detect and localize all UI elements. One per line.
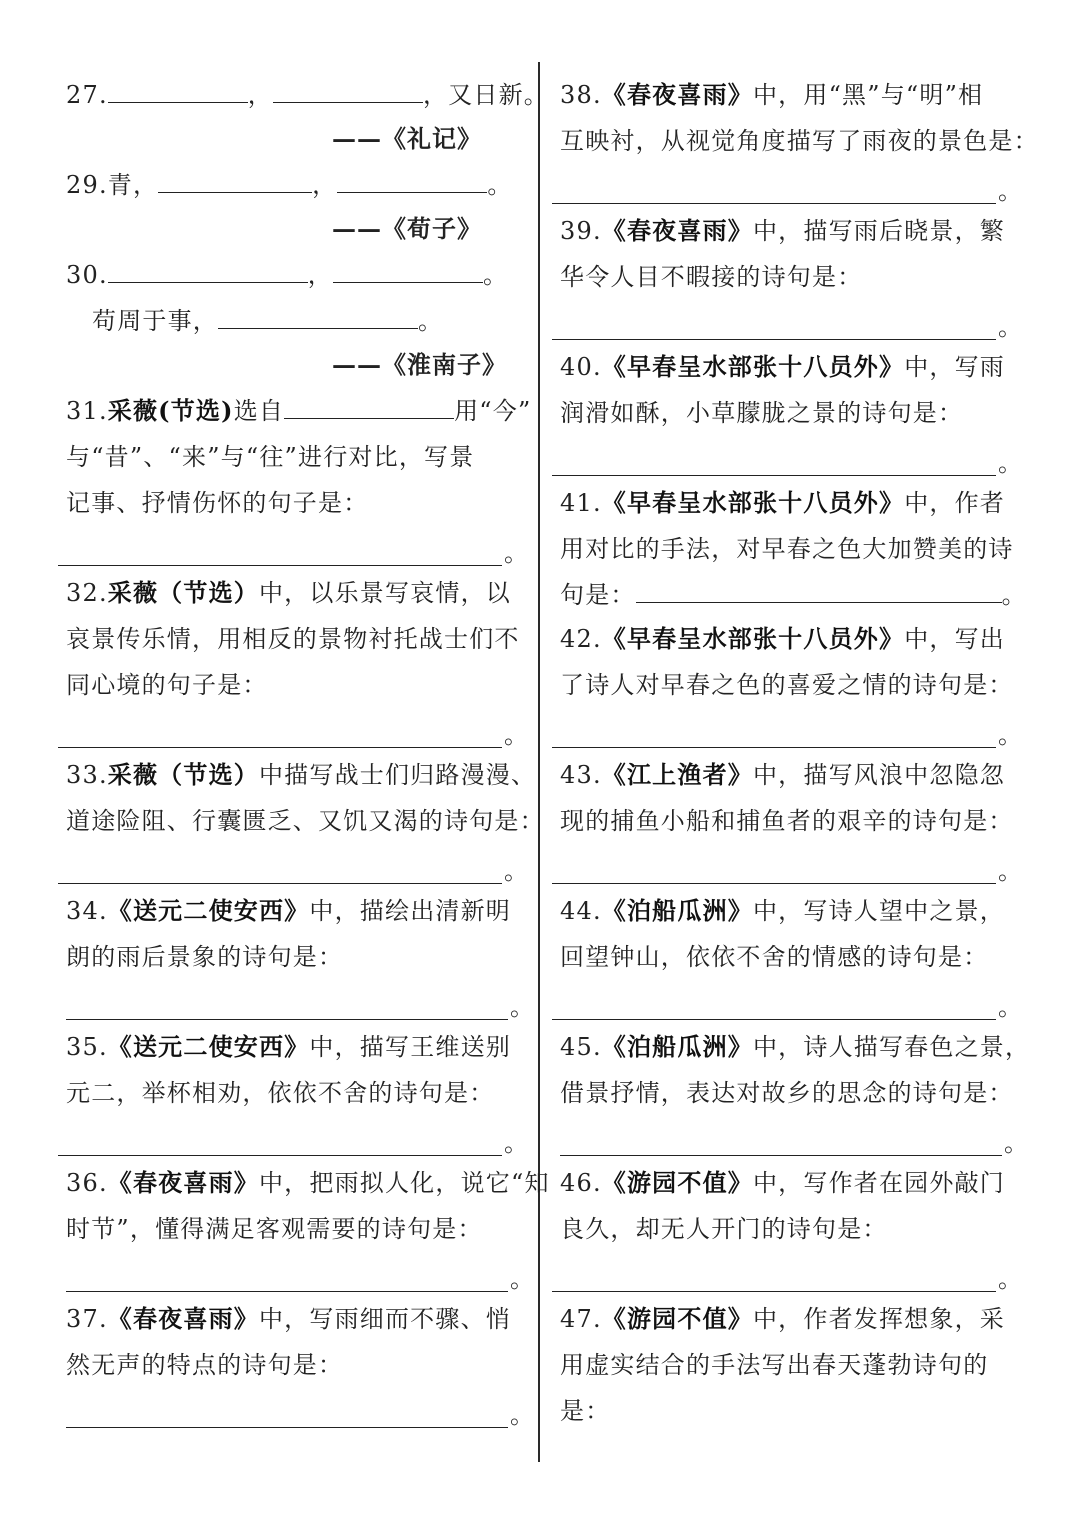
question-text-line: 回望钟山，依依不舍的情感的诗句是：	[560, 943, 989, 971]
poem-title: 《游园不值》	[601, 1168, 753, 1197]
question-36: 36.《春夜喜雨》中，把雨拟人化，说它“知	[66, 1168, 550, 1197]
question-number: 29.青，	[66, 171, 159, 199]
question-text-line: 时节”，懂得满足客观需要的诗句是：	[66, 1215, 483, 1243]
question-46: 46.《游园不值》中，写作者在园外敲门	[560, 1168, 1005, 1197]
answer-blank[interactable]	[58, 1155, 502, 1156]
question-number: 42.	[560, 625, 602, 653]
answer-blank[interactable]	[284, 390, 454, 419]
question-number: 35.	[66, 1033, 108, 1061]
question-35: 35.《送元二使安西》中，描写王维送别	[66, 1032, 511, 1061]
poem-title: 《早春呈水部张十八员外》	[601, 624, 905, 653]
answer-line: 。	[552, 848, 1022, 894]
question-30: 30. ， 。	[66, 252, 508, 298]
answer-line: 。	[58, 530, 528, 576]
question-text-line: 与“昔”、“来”与“往”进行对比，写景	[66, 443, 475, 471]
answer-blank[interactable]	[273, 74, 423, 103]
question-text-line: 华令人目不暇接的诗句是：	[560, 263, 863, 291]
answer-line: 。	[66, 984, 528, 1030]
question-text-line: 良久，却无人开门的诗句是：	[560, 1215, 888, 1243]
poem-title: 采薇（节选）	[107, 760, 259, 789]
question-39: 39.《春夜喜雨》中，描写雨后晓景，繁	[560, 216, 1005, 245]
question-text-line: 是：	[560, 1397, 611, 1425]
question-42: 42.《早春呈水部张十八员外》中，写出	[560, 624, 1005, 653]
question-text-line: 借景抒情，表达对故乡的思念的诗句是：	[560, 1079, 1014, 1107]
answer-blank[interactable]	[66, 1427, 508, 1428]
question-number: 41.	[560, 489, 602, 517]
question-text-line: 哀景传乐情，用相反的景物衬托战士们不	[66, 625, 520, 653]
question-text-line: 同心境的句子是：	[66, 671, 268, 699]
answer-line: 。	[552, 712, 1022, 758]
poem-title: 采薇（节选）	[107, 578, 259, 607]
question-number: 43.	[560, 761, 602, 789]
answer-blank[interactable]	[58, 565, 502, 566]
question-text-line: 了诗人对早春之色的喜爱之情的诗句是：	[560, 671, 1014, 699]
question-number: 31.	[66, 397, 108, 425]
question-number: 45.	[560, 1033, 602, 1061]
source-citation: ——《荀子》	[332, 214, 482, 243]
poem-title: 《早春呈水部张十八员外》	[601, 352, 905, 381]
question-34: 34.《送元二使安西》中，描绘出清新明	[66, 896, 511, 925]
question-number: 36.	[66, 1169, 108, 1197]
answer-line: 。	[552, 304, 1022, 350]
question-text-line: 然无声的特点的诗句是：	[66, 1351, 344, 1379]
question-text-line: 记事、抒情伤怀的句子是：	[66, 489, 369, 517]
answer-line: 。	[552, 440, 1022, 486]
answer-line: 。	[58, 1120, 528, 1166]
answer-blank[interactable]	[158, 164, 312, 193]
question-number: 34.	[66, 897, 108, 925]
answer-line: 。	[552, 168, 1022, 214]
question-number: 47.	[560, 1305, 602, 1333]
question-text-line: 互映衬，从视觉角度描写了雨夜的景色是：	[560, 127, 1039, 155]
question-number: 27.	[66, 81, 108, 109]
question-number: 30.	[66, 261, 108, 289]
answer-blank[interactable]	[560, 1155, 1002, 1156]
answer-line: 。	[66, 1392, 528, 1438]
answer-blank[interactable]	[337, 164, 487, 193]
question-number: 44.	[560, 897, 602, 925]
question-29: 29.青， ， 。	[66, 162, 513, 208]
question-text-line: 句是： 。	[560, 572, 1027, 618]
source-citation: ——《淮南子》	[332, 350, 507, 379]
question-text-line: 朗的雨后景象的诗句是：	[66, 943, 344, 971]
poem-title: 《春夜喜雨》	[601, 80, 753, 109]
answer-blank[interactable]	[552, 883, 996, 884]
answer-line: 。	[552, 1256, 1022, 1302]
question-number: 37.	[66, 1305, 108, 1333]
poem-title: 《泊船瓜洲》	[601, 896, 753, 925]
question-43: 43.《江上渔者》中，描写风浪中忽隐忽	[560, 760, 1005, 789]
question-45: 45.《泊船瓜洲》中，诗人描写春色之景，	[560, 1032, 1031, 1061]
answer-blank[interactable]	[636, 574, 1002, 603]
answer-blank[interactable]	[58, 747, 502, 748]
source-citation: ——《礼记》	[332, 124, 482, 153]
answer-blank[interactable]	[552, 1019, 996, 1020]
column-divider	[538, 62, 540, 1462]
question-number: 46.	[560, 1169, 602, 1197]
answer-line: 。	[58, 712, 528, 758]
question-33: 33.采薇（节选）中描写战士们归路漫漫、	[66, 760, 537, 789]
answer-blank[interactable]	[552, 1291, 996, 1292]
poem-title: 《江上渔者》	[601, 760, 753, 789]
answer-blank[interactable]	[552, 475, 996, 476]
question-31: 31.采薇(节选)选自 用“今”	[66, 388, 531, 434]
question-text-line: 用对比的手法，对早春之色大加赞美的诗	[560, 535, 1014, 563]
poem-title: 《春夜喜雨》	[107, 1304, 259, 1333]
question-38: 38.《春夜喜雨》中，用“黑”与“明”相	[560, 80, 984, 109]
answer-line: 。	[552, 984, 1022, 1030]
question-37: 37.《春夜喜雨》中，写雨细而不骤、悄	[66, 1304, 511, 1333]
poem-title: 《春夜喜雨》	[601, 216, 753, 245]
question-number: 39.	[560, 217, 602, 245]
answer-line: 。	[560, 1120, 1022, 1166]
poem-title: 《春夜喜雨》	[107, 1168, 259, 1197]
question-47: 47.《游园不值》中，作者发挥想象，采	[560, 1304, 1005, 1333]
question-number: 32.	[66, 579, 108, 607]
answer-blank[interactable]	[218, 300, 418, 329]
poem-title: 《送元二使安西》	[107, 896, 310, 925]
question-44: 44.《泊船瓜洲》中，写诗人望中之景，	[560, 896, 1005, 925]
question-41: 41.《早春呈水部张十八员外》中，作者	[560, 488, 1005, 517]
poem-title: 《早春呈水部张十八员外》	[601, 488, 905, 517]
question-number: 38.	[560, 81, 602, 109]
answer-blank[interactable]	[108, 74, 248, 103]
answer-blank[interactable]	[333, 254, 483, 283]
question-text-line: 道途险阻、行囊匮乏、又饥又渴的诗句是：	[66, 807, 545, 835]
question-32: 32.采薇（节选）中，以乐景写哀情，以	[66, 578, 511, 607]
question-number: 40.	[560, 353, 602, 381]
question-text-line: 现的捕鱼小船和捕鱼者的艰辛的诗句是：	[560, 807, 1014, 835]
answer-blank[interactable]	[108, 254, 308, 283]
poem-title: 《送元二使安西》	[107, 1032, 310, 1061]
answer-blank[interactable]	[66, 1291, 508, 1292]
answer-line: 。	[66, 1256, 528, 1302]
answer-line: 。	[58, 848, 528, 894]
answer-blank[interactable]	[552, 747, 996, 748]
answer-blank[interactable]	[58, 883, 502, 884]
question-text-line: 元二，举杯相劝，依依不舍的诗句是：	[66, 1079, 495, 1107]
question-number: 33.	[66, 761, 108, 789]
question-30-line2: 苟周于事， 。	[92, 298, 443, 344]
answer-blank[interactable]	[552, 339, 996, 340]
question-40: 40.《早春呈水部张十八员外》中，写雨	[560, 352, 1005, 381]
question-text-line: 用虚实结合的手法写出春天蓬勃诗句的	[560, 1351, 989, 1379]
answer-blank[interactable]	[66, 1019, 508, 1020]
question-text-line: 润滑如酥，小草朦胧之景的诗句是：	[560, 399, 964, 427]
poem-title: 采薇(节选)	[107, 396, 234, 425]
poem-title: 《泊船瓜洲》	[601, 1032, 753, 1061]
question-27: 27. ， ，又日新。	[66, 72, 549, 118]
poem-title: 《游园不值》	[601, 1304, 753, 1333]
answer-blank[interactable]	[552, 203, 996, 204]
